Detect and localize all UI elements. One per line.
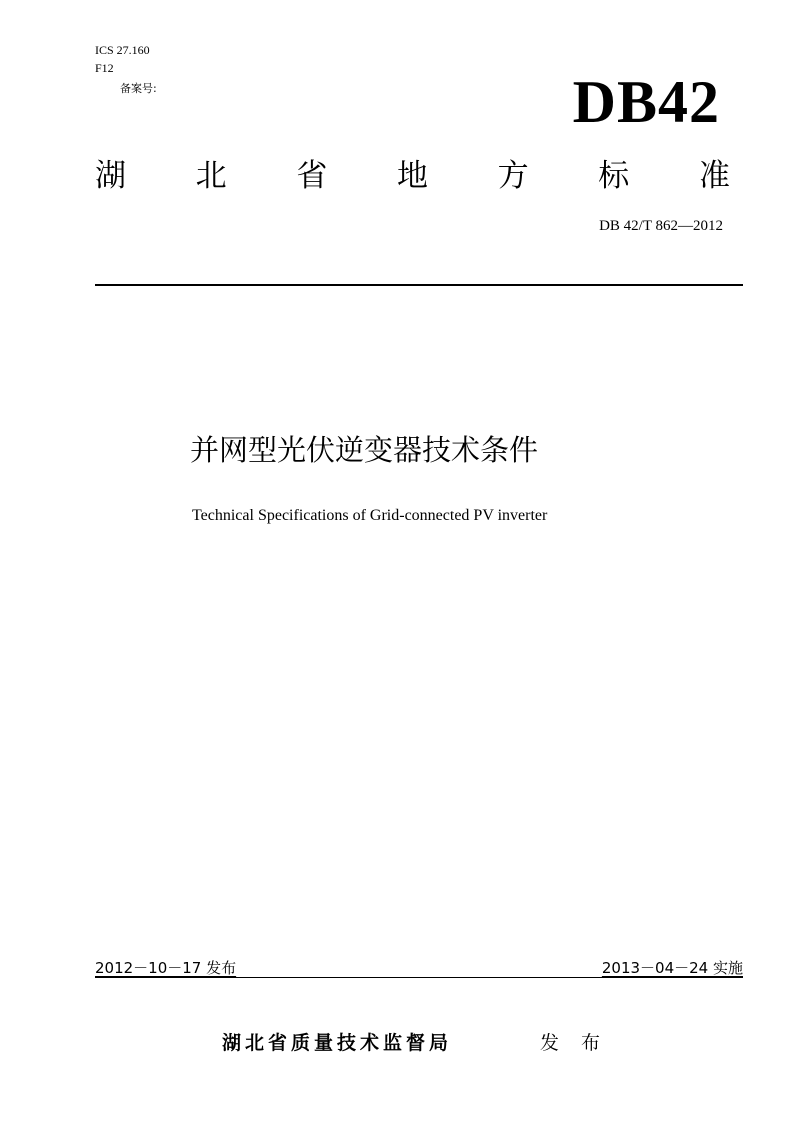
db-code: DB42 — [572, 69, 720, 135]
footer-divider — [95, 977, 743, 978]
standard-title-char: 省 — [296, 158, 328, 194]
ccs-code: F12 — [95, 61, 114, 75]
effective-date: 2013－04－24 实施 — [601, 959, 743, 977]
header-divider — [95, 284, 743, 286]
issuing-authority: 湖北省质量技术监督局 — [222, 1032, 453, 1054]
issue-date: 2012－10－17 发布 — [95, 959, 237, 977]
filing-number-label: 备案号: — [120, 82, 157, 95]
standard-title-char: 准 — [698, 158, 730, 194]
document-title: 并网型光伏逆变器技术条件 — [190, 433, 539, 467]
document-english-title: Technical Specifications of Grid-connected PV inverter — [192, 507, 548, 524]
ics-code: ICS 27.160 — [95, 43, 150, 57]
standard-title-char: 方 — [497, 158, 529, 194]
standard-title-char: 北 — [195, 158, 227, 194]
standard-title-char: 地 — [396, 158, 428, 194]
standard-title-char: 标 — [598, 158, 630, 194]
standard-title-char: 湖 — [95, 158, 126, 194]
standard-number: DB 42/T 862—2012 — [599, 218, 723, 234]
standard-category-title — [95, 156, 730, 196]
issue-label: 发 布 — [540, 1032, 609, 1054]
